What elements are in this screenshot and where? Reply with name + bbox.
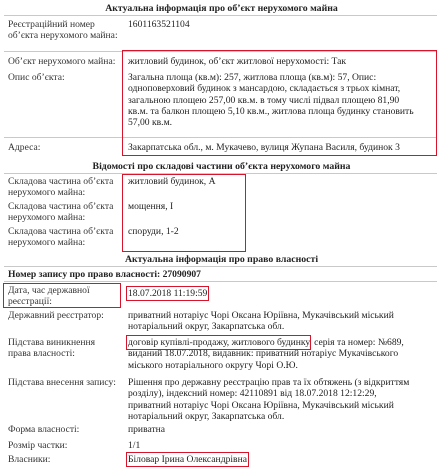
label-object-description: Опис об’єкта: — [8, 72, 65, 83]
registration-date-highlight: 18.07.2018 11:19:59 — [128, 288, 208, 299]
description-line: Загальна площа (кв.м): 257, житлова площа (кв.м): 57, Опис: — [128, 72, 377, 83]
entry-basis-line: приватний нотаріус Чорі Оксана Юріївна, Мукачівський міський — [128, 399, 394, 411]
label-address: Адреса: — [8, 142, 41, 153]
value-address: Закарпатська обл., м. Мукачево, вулиця Жупана Василя, будинок 3 — [128, 142, 400, 153]
contract-highlight: договір купівлі-продажу, житлового будинку — [128, 337, 310, 348]
divider — [4, 281, 437, 282]
label-state-registrar: Державний реєстратор: — [8, 310, 104, 321]
label-component-2: Складова частина об’єкта нерухомого майна: — [8, 201, 114, 224]
description-line: 57,00 кв.м. — [128, 117, 173, 129]
entry-basis-line: розділу), індексний номер: 42110891 від 18.07.2018 12:12:29, — [128, 388, 377, 400]
divider — [4, 51, 437, 52]
value-ownership-form: приватна — [128, 424, 166, 435]
label-registration-date: Дата, час державної реєстрації: — [8, 285, 90, 308]
value-component-1: житловий будинок, А — [128, 176, 216, 187]
ownership-basis-first-line — [128, 337, 440, 348]
value-ownership-basis — [128, 337, 440, 371]
ownership-basis-line: виданий 18.07.2018, видавник: приватний нотаріус Мукачівського — [128, 348, 399, 360]
value-owners — [128, 454, 247, 465]
label-ownership-form: Форма власності: — [8, 424, 80, 435]
label-registration-number: Реєстраційний номер об’єкта нерухомого майна: — [8, 19, 118, 42]
label-property-object: Об’єкт нерухомого майна: — [8, 56, 116, 67]
value-registration-number: 1601163521104 — [128, 19, 190, 30]
value-component-3: споруди, 1-2 — [128, 226, 179, 237]
value-state-registrar — [128, 310, 438, 333]
value-registration-date — [128, 288, 207, 299]
section-title-ownership: Актуальна інформація про право власності — [124, 254, 319, 265]
section-title-property: Актуальна інформація про об’єкт нерухомого майна — [105, 3, 338, 14]
value-component-2: мощення, І — [128, 201, 174, 212]
entry-basis-line: Рішення про державну реєстрацію прав та їх обтяжень (з відкриттям — [128, 377, 410, 388]
label-entry-basis: Підстава внесення запису: — [8, 377, 116, 388]
label-owners: Власники: — [8, 454, 51, 465]
label-share-size: Розмір частки: — [8, 440, 68, 451]
section-title-components: Відомості про складові частини об’єкта нерухомого майна — [92, 161, 351, 172]
value-property-object: житловий будинок, об’єкт житлової нерухомості: Так — [128, 56, 347, 67]
value-share-size: 1/1 — [128, 440, 141, 451]
entry-basis-line: нотаріальний округ, Закарпатська обл. — [128, 410, 285, 422]
value-object-description — [128, 72, 438, 129]
divider — [4, 15, 437, 16]
label-ownership-basis: Підстава виникнення права власності: — [8, 337, 96, 360]
ownership-basis-line: міського нотаріального округу Чорі О.Ю. — [128, 359, 298, 371]
owner-highlight: Біловар Ірина Олександрівна — [128, 454, 247, 465]
ownership-record-number: Номер запису про право власності: 27090907 — [8, 269, 201, 280]
value-entry-basis — [128, 377, 440, 422]
description-line: загальною площею 257,00 кв.м. в тому числі підвал площею 81,90 — [128, 94, 400, 106]
registrar-line: нотаріальний округ, Закарпатська обл. — [128, 321, 285, 333]
divider — [4, 137, 437, 138]
registrar-line: приватний нотаріус Чорі Оксана Юріївна, Мукачівський міський — [128, 310, 394, 321]
contract-rest: , серія та номер: №689, — [309, 337, 404, 348]
label-component-3: Складова частина об’єкта нерухомого майна: — [8, 226, 114, 249]
divider — [4, 266, 437, 267]
description-line: кв.м. та балкон площею 5,10 кв.м., житлова площа будинку становить — [128, 105, 414, 117]
label-component-1: Складова частина об’єкта нерухомого майна: — [8, 176, 114, 199]
divider — [4, 173, 437, 174]
description-line: одноповерховий будинок з мансардою, складається з трьох кімнат, — [128, 83, 401, 95]
